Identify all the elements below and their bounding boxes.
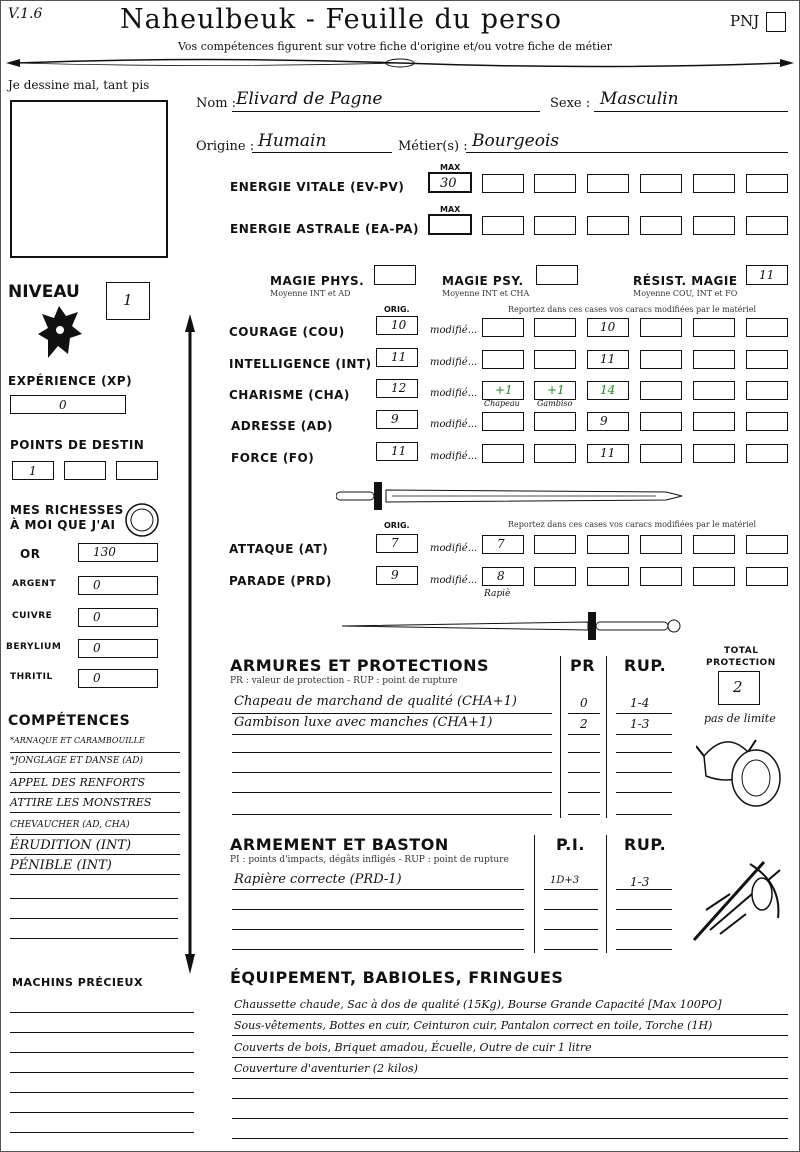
intelligence-mod-1[interactable] <box>482 350 524 369</box>
intelligence-mod-2[interactable] <box>534 350 576 369</box>
weapons-col-rup: RUP. <box>624 835 667 854</box>
portrait-caption: Je dessine mal, tant pis <box>8 78 150 92</box>
combat-orig-label: ORIG. <box>384 521 410 530</box>
charisme-note-2: Gambiso <box>537 399 573 408</box>
attaque-orig: 7 <box>391 536 399 550</box>
courage-modif-label: modifié... <box>430 325 478 336</box>
ev-label: ENERGIE VITALE (EV-PV) <box>230 180 405 194</box>
metier-value[interactable]: Bourgeois <box>472 131 560 151</box>
weapon-line <box>616 909 672 910</box>
combat-note: Reportez dans ces cases vos caracs modifiées par le matériel <box>508 520 757 529</box>
adresse-mod-6[interactable] <box>746 412 788 431</box>
sword-icon <box>336 478 686 514</box>
armor-line <box>232 792 552 793</box>
skill-item: ÉRUDITION (INT) <box>10 838 180 855</box>
charisme-mod-2[interactable]: +1 <box>534 381 576 400</box>
weapon-line <box>544 889 598 890</box>
weapon-row-pi[interactable]: 1D+3 <box>550 875 580 886</box>
ea-box-5[interactable] <box>640 216 682 235</box>
nom-value[interactable]: Elivard de Pagne <box>236 89 383 109</box>
adresse-orig-box[interactable] <box>376 410 418 429</box>
adresse-modif-label: modifié... <box>430 419 478 430</box>
berylium-label: BERYLIUM <box>6 642 62 652</box>
richesses-title-1: MES RICHESSES <box>10 503 124 517</box>
intelligence-orig: 11 <box>391 350 407 364</box>
weapon-line <box>616 889 672 890</box>
armor-subtitle: PR : valeur de protection - RUP : point de rupture <box>230 676 458 686</box>
subtitle: Vos compétences figurent sur votre fiche d'origine et/ou votre fiche de métier <box>178 40 612 53</box>
sexe-label: Sexe : <box>550 96 591 111</box>
staff-icon <box>180 314 200 974</box>
skill-item: PÉNIBLE (INT) <box>10 858 180 875</box>
limit-note: pas de limite <box>704 712 776 725</box>
precious-line <box>10 1132 194 1133</box>
parade-mod-value: 8 <box>497 569 505 583</box>
ea-box-6[interactable] <box>693 216 735 235</box>
adresse-mod-2[interactable] <box>534 412 576 431</box>
weapon-line <box>616 929 672 930</box>
equipment-line <box>232 1098 788 1099</box>
resist-magie-value: 11 <box>759 268 775 282</box>
stats-orig-label: ORIG. <box>384 305 410 314</box>
armor-line <box>232 814 552 815</box>
armor-row-name[interactable]: Gambison luxe avec manches (CHA+1) <box>234 715 493 730</box>
courage-mod-3[interactable]: 10 <box>587 318 629 337</box>
precious-line <box>10 1032 194 1033</box>
ev-max-box[interactable] <box>428 172 472 193</box>
argent-value: 0 <box>93 578 101 592</box>
total-label-2: PROTECTION <box>706 658 776 668</box>
armor-line <box>568 713 600 714</box>
equipment-line <box>232 1035 788 1036</box>
parade-mod-3[interactable] <box>587 567 629 586</box>
adresse-orig: 9 <box>391 412 399 426</box>
armor-row-pr[interactable]: 2 <box>580 717 588 731</box>
total-label-1: TOTAL <box>724 646 759 656</box>
ev-box-7[interactable] <box>746 174 788 193</box>
parade-mod-2[interactable] <box>534 567 576 586</box>
machins-title: MACHINS PRÉCIEUX <box>12 976 143 989</box>
force-mod-5[interactable] <box>693 444 735 463</box>
magie-phys-sub: Moyenne INT et AD <box>270 289 351 298</box>
armor-title: ARMURES ET PROTECTIONS <box>230 656 489 675</box>
pnj-checkbox[interactable] <box>766 12 786 32</box>
metier-line <box>466 152 788 153</box>
xp-box[interactable] <box>10 395 126 414</box>
equipment-line-text[interactable]: Couverts de bois, Briquet amadou, Écuelle, Outre de cuir 1 litre <box>234 1041 592 1054</box>
weapon-line <box>232 889 524 890</box>
niveau-box[interactable] <box>106 282 150 320</box>
courage-orig-box[interactable] <box>376 316 418 335</box>
equipment-line <box>232 1118 788 1119</box>
version: V.1.6 <box>8 6 43 22</box>
xp-label: EXPÉRIENCE (XP) <box>8 374 133 388</box>
force-label: FORCE (FO) <box>231 451 315 465</box>
weapon-line <box>232 949 524 950</box>
courage-orig: 10 <box>391 318 407 332</box>
sexe-line <box>594 111 788 112</box>
thritil-box[interactable] <box>78 669 158 688</box>
armor-col-divider <box>560 656 561 818</box>
thritil-value: 0 <box>93 671 101 685</box>
precious-line <box>10 1092 194 1093</box>
adresse-label: ADRESSE (AD) <box>231 419 334 433</box>
armor-line <box>568 772 600 773</box>
destin-value-1: 1 <box>29 464 37 478</box>
weapon-line <box>232 929 524 930</box>
weapons-title: ARMEMENT ET BASTON <box>230 835 449 854</box>
armor-line <box>568 792 600 793</box>
armor-line <box>616 792 672 793</box>
ea-box-2[interactable] <box>482 216 524 235</box>
sword-icon <box>338 606 683 642</box>
origine-value[interactable]: Humain <box>258 131 327 151</box>
destin-box-2[interactable] <box>64 461 106 480</box>
skill-item: *ARNAQUE ET CARAMBOUILLE <box>10 736 180 753</box>
destin-box-3[interactable] <box>116 461 158 480</box>
magie-psy-sub: Moyenne INT et CHA <box>442 289 530 298</box>
thritil-label: THRITIL <box>10 672 53 682</box>
charisme-orig-box[interactable] <box>376 379 418 398</box>
charisme-mod-1[interactable]: +1 <box>482 381 524 400</box>
intelligence-modif-label: modifié... <box>430 357 478 368</box>
weapon-line <box>544 909 598 910</box>
charisme-orig: 12 <box>391 381 407 395</box>
weapon-line <box>544 929 598 930</box>
origine-label: Origine : <box>196 139 255 154</box>
total-protection-value: 2 <box>733 678 743 696</box>
force-mod-2[interactable] <box>534 444 576 463</box>
attaque-modif-label: modifié... <box>430 543 478 554</box>
total-protection-box[interactable] <box>718 671 760 705</box>
armor-line <box>232 734 552 735</box>
courage-mod-1[interactable] <box>482 318 524 337</box>
attaque-mod-1[interactable] <box>482 535 524 554</box>
argent-label: ARGENT <box>12 579 57 589</box>
parade-label: PARADE (PRD) <box>229 574 332 588</box>
adresse-mod-3[interactable]: 9 <box>587 412 629 431</box>
weapons-col-divider <box>534 835 535 953</box>
nom-label: Nom : <box>196 96 237 111</box>
or-label: OR <box>20 547 41 561</box>
armor-line <box>568 752 600 753</box>
parade-orig-box[interactable] <box>376 566 418 585</box>
intelligence-mod-5[interactable] <box>693 350 735 369</box>
weapon-row-name[interactable]: Rapière correcte (PRD-1) <box>234 872 402 887</box>
ea-box-3[interactable] <box>534 216 576 235</box>
skill-item: CHEVAUCHER (AD, CHA) <box>10 820 180 835</box>
adresse-mod-5[interactable] <box>693 412 735 431</box>
adresse-mod-4[interactable] <box>640 412 682 431</box>
intelligence-label: INTELLIGENCE (INT) <box>229 357 372 371</box>
competences-title: COMPÉTENCES <box>8 713 131 729</box>
dragon-icon <box>34 302 84 364</box>
charisme-modif-label: modifié... <box>430 388 478 399</box>
ea-max-label: MAX <box>440 205 461 214</box>
parade-mod-6[interactable] <box>746 567 788 586</box>
skill-item: APPEL DES RENFORTS <box>10 776 180 793</box>
armor-col-rup: RUP. <box>624 656 667 675</box>
equipment-line <box>232 1138 788 1139</box>
precious-line <box>10 1072 194 1073</box>
attaque-mod-2[interactable] <box>534 535 576 554</box>
armor-col-divider <box>606 656 607 818</box>
intelligence-mod-3[interactable]: 11 <box>587 350 629 369</box>
skill-blank-line <box>10 918 178 919</box>
parade-mod-5[interactable] <box>693 567 735 586</box>
weapons-icon <box>690 854 790 944</box>
attaque-label: ATTAQUE (AT) <box>229 542 329 556</box>
spear-divider-icon <box>6 54 794 72</box>
courage-mod-6[interactable] <box>746 318 788 337</box>
weapon-line <box>232 909 524 910</box>
equipment-line-text[interactable]: Sous-vêtements, Bottes en cuir, Ceinturon cuir, Pantalon correct en toile, Torche (1H) <box>234 1019 713 1032</box>
armor-line <box>616 752 672 753</box>
force-mod-3[interactable]: 11 <box>587 444 629 463</box>
pnj-label: PNJ <box>730 12 760 30</box>
parade-orig: 9 <box>391 568 399 582</box>
intelligence-mod-4[interactable] <box>640 350 682 369</box>
or-box[interactable] <box>78 543 158 562</box>
force-mod-1[interactable] <box>482 444 524 463</box>
magie-phys-box[interactable] <box>374 265 416 285</box>
attaque-mod-value: 7 <box>497 537 505 551</box>
armor-line <box>616 734 672 735</box>
parade-note: Rapiè <box>484 589 511 599</box>
weapons-subtitle: PI : points d'impacts, dégâts infligés - RUP : point de rupture <box>230 855 509 865</box>
charisme-mod-6[interactable] <box>746 381 788 400</box>
armor-line <box>568 814 600 815</box>
adresse-mod-1[interactable] <box>482 412 524 431</box>
ea-box-7[interactable] <box>746 216 788 235</box>
equipment-line <box>232 1057 788 1058</box>
nom-line <box>232 111 540 112</box>
ea-box-4[interactable] <box>587 216 629 235</box>
niveau-label: NIVEAU <box>8 282 80 302</box>
armor-row-rup[interactable]: 1-4 <box>630 696 650 710</box>
destin-box-1[interactable] <box>12 461 54 480</box>
armor-line <box>568 734 600 735</box>
equipment-line <box>232 1014 788 1015</box>
courage-label: COURAGE (COU) <box>229 325 345 339</box>
courage-mod-4[interactable] <box>640 318 682 337</box>
metier-label: Métier(s) : <box>398 139 468 154</box>
ev-box-5[interactable] <box>640 174 682 193</box>
attaque-mod-6[interactable] <box>746 535 788 554</box>
ea-max-box[interactable] <box>428 214 472 235</box>
richesses-title-2: À MOI QUE J'AI <box>10 518 116 532</box>
ev-box-3[interactable] <box>534 174 576 193</box>
weapon-line <box>616 949 672 950</box>
attaque-mod-5[interactable] <box>693 535 735 554</box>
charisme-mod-4[interactable] <box>640 381 682 400</box>
precious-line <box>10 1112 194 1113</box>
precious-line <box>10 1052 194 1053</box>
skill-item: *JONGLAGE ET DANSE (AD) <box>10 756 180 773</box>
ev-box-4[interactable] <box>587 174 629 193</box>
magie-psy-label: MAGIE PSY. <box>442 274 524 288</box>
armor-line <box>232 772 552 773</box>
page-title: Naheulbeuk - Feuille du perso <box>120 4 563 35</box>
armor-line <box>616 713 672 714</box>
courage-mod-5[interactable] <box>693 318 735 337</box>
weapons-col-pi: P.I. <box>556 835 585 854</box>
armor-row-pr[interactable]: 0 <box>580 696 588 710</box>
skill-blank-line <box>10 938 178 939</box>
force-orig-box[interactable] <box>376 442 418 461</box>
xp-value: 0 <box>59 398 67 412</box>
stats-note: Reportez dans ces cases vos caracs modifiées par le matériel <box>508 305 757 314</box>
courage-mod-2[interactable] <box>534 318 576 337</box>
ev-max-label: MAX <box>440 163 461 172</box>
skill-item: ATTIRE LES MONSTRES <box>10 796 180 813</box>
berylium-box[interactable] <box>78 639 158 658</box>
armor-line <box>232 713 552 714</box>
force-mod-4[interactable] <box>640 444 682 463</box>
weapon-row-rup[interactable]: 1-3 <box>630 875 650 889</box>
argent-box[interactable] <box>78 576 158 595</box>
magie-phys-label: MAGIE PHYS. <box>270 274 365 288</box>
attaque-orig-box[interactable] <box>376 534 418 553</box>
precious-line <box>10 1012 194 1013</box>
armor-row-name[interactable]: Chapeau de marchand de qualité (CHA+1) <box>234 694 517 709</box>
charisme-mod-3[interactable]: 14 <box>587 381 629 400</box>
skill-blank-line <box>10 898 178 899</box>
weapons-col-divider <box>606 835 607 953</box>
resist-magie-label: RÉSIST. MAGIE <box>633 274 738 288</box>
intelligence-mod-6[interactable] <box>746 350 788 369</box>
parade-mod-4[interactable] <box>640 567 682 586</box>
resist-magie-box[interactable] <box>746 265 788 285</box>
armor-col-pr: PR <box>570 656 596 675</box>
resist-magie-sub: Moyenne COU, INT et FO <box>633 289 738 298</box>
destin-label: POINTS DE DESTIN <box>10 438 145 452</box>
niveau-value: 1 <box>123 291 133 309</box>
origine-line <box>252 152 392 153</box>
attaque-mod-4[interactable] <box>640 535 682 554</box>
ea-label: ENERGIE ASTRALE (EA-PA) <box>230 222 419 236</box>
ev-box-6[interactable] <box>693 174 735 193</box>
or-value: 130 <box>93 545 116 559</box>
equipment-title: ÉQUIPEMENT, BABIOLES, FRINGUES <box>230 968 564 987</box>
cuivre-label: CUIVRE <box>12 611 53 621</box>
ev-value: 30 <box>440 176 457 191</box>
force-orig: 11 <box>391 444 407 458</box>
armor-line <box>616 772 672 773</box>
force-mod-6[interactable] <box>746 444 788 463</box>
parade-modif-label: modifié... <box>430 575 478 586</box>
armor-line <box>616 814 672 815</box>
ev-box-2[interactable] <box>482 174 524 193</box>
cuivre-value: 0 <box>93 610 101 624</box>
helmet-shield-icon <box>696 728 786 812</box>
sexe-value[interactable]: Masculin <box>600 89 679 109</box>
magie-psy-box[interactable] <box>536 265 578 285</box>
force-modif-label: modifié... <box>430 451 478 462</box>
equipment-line-text[interactable]: Chaussette chaude, Sac à dos de qualité (15Kg), Bourse Grande Capacité [Max 100PO] <box>234 998 722 1011</box>
charisme-note-1: Chapeau <box>484 399 520 408</box>
coin-icon <box>124 502 160 538</box>
attaque-mod-3[interactable] <box>587 535 629 554</box>
parade-mod-1[interactable] <box>482 567 524 586</box>
intelligence-orig-box[interactable] <box>376 348 418 367</box>
armor-row-rup[interactable]: 1-3 <box>630 717 650 731</box>
equipment-line-text[interactable]: Couverture d'aventurier (2 kilos) <box>234 1062 418 1075</box>
berylium-value: 0 <box>93 641 101 655</box>
portrait-frame[interactable] <box>10 100 168 258</box>
cuivre-box[interactable] <box>78 608 158 627</box>
charisme-label: CHARISME (CHA) <box>229 388 350 402</box>
armor-line <box>232 752 552 753</box>
weapon-line <box>544 949 598 950</box>
charisme-mod-5[interactable] <box>693 381 735 400</box>
equipment-line <box>232 1078 788 1079</box>
